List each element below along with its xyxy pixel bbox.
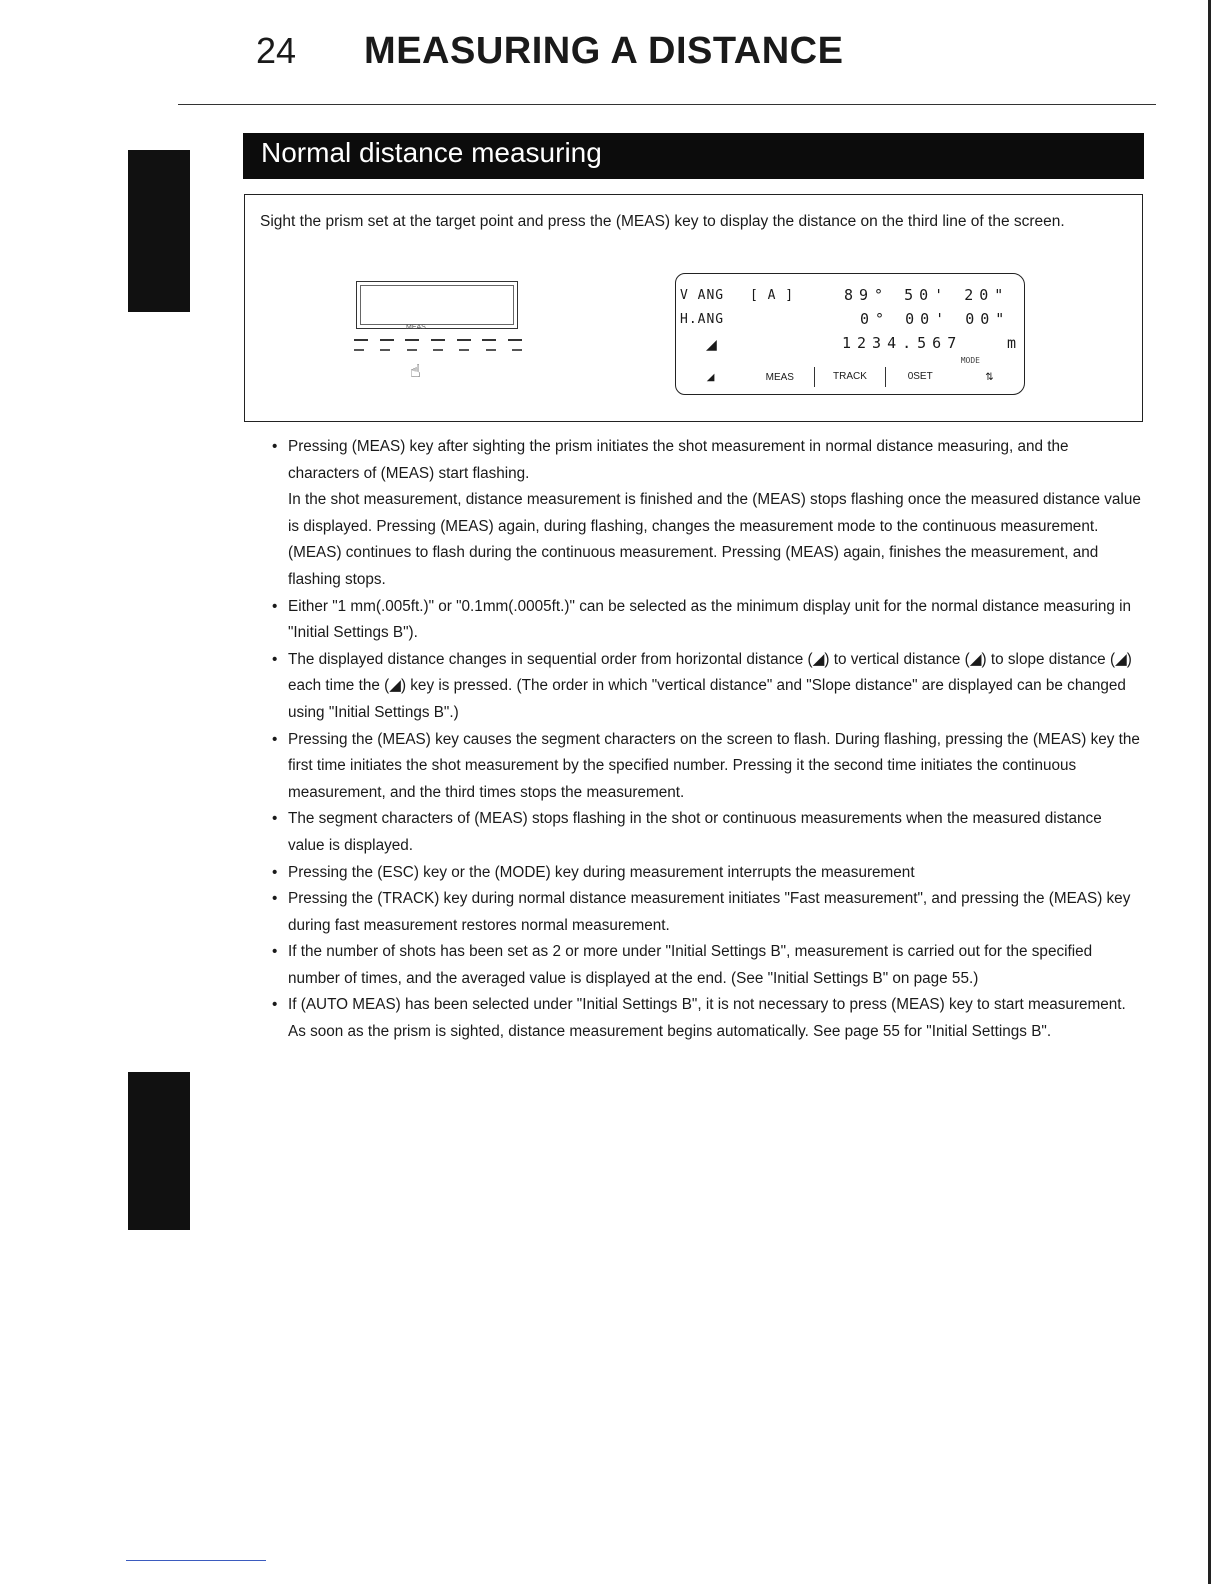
side-thumb-tab-top <box>128 150 190 312</box>
screen-mode-bracket: [ A ] <box>750 288 795 303</box>
softkey-track: TRACK <box>814 367 884 387</box>
bullet-item <box>270 594 1142 647</box>
keyboard-key <box>380 333 394 341</box>
screen-v-angle-label: V ANG <box>680 288 725 303</box>
bullet-item <box>270 860 1142 887</box>
bullet-paragraph: Pressing the (MEAS) key causes the segment characters on the screen to flash. During flashing, pressing the (MEAS) key the first time initiates the shot measurement by the specified number. Pressing it the second time initiates the continuous measurement, and the third times stops the measurement. <box>288 730 1140 801</box>
page-right-border <box>1208 0 1211 1584</box>
bullet-paragraph: The segment characters of (MEAS) stops flashing in the shot or continuous measurements when the measured distance value is displayed. <box>288 810 1102 854</box>
footer-rule <box>126 1560 266 1561</box>
screen-h-angle-value: 0° 00' 00" <box>860 310 1011 328</box>
keyboard-display-frame <box>356 281 518 329</box>
screen-v-angle-value: 89° 50' 20" <box>844 286 1010 304</box>
bullet-item <box>270 806 1142 859</box>
bullet-mark: • <box>272 650 278 668</box>
keyboard-key <box>405 333 419 341</box>
bullet-paragraph: Either "1 mm(.005ft.)" or "0.1mm(.0005ft.)" can be selected as the minimum display unit for the normal distance measuring in "Initial Settings B"). <box>288 597 1132 642</box>
softkey-meas: MEAS <box>765 371 794 383</box>
bullet-list <box>270 434 1142 1046</box>
header-divider <box>178 104 1156 105</box>
bullet-paragraph: If (AUTO MEAS) has been selected under "Initial Settings B", it is not necessary to press (MEAS) key to start measurement. As soon as the prism is sighted, distance measurement begins automatically. See page 55 for "Initial Settings B". <box>288 996 1126 1041</box>
bullet-mark: • <box>272 597 278 615</box>
keyboard-key <box>407 345 417 351</box>
keyboard-key <box>457 333 471 341</box>
horizontal-distance-icon: ◢ <box>706 334 718 355</box>
keyboard-key <box>512 345 522 351</box>
keyboard-key <box>486 345 496 351</box>
bullet-paragraph: (MEAS) continues to flash during the continuous measurement. Pressing (MEAS) again, finishes the measurement, and flashing stops. <box>288 544 1099 588</box>
screen-mode-label: MODE <box>960 356 980 365</box>
keyboard-key <box>482 333 496 341</box>
keyboard-key-row-lower <box>354 345 522 351</box>
keyboard-meas-label: MEAS <box>406 324 426 331</box>
bullet-item <box>270 886 1142 939</box>
bullet-mark: • <box>272 943 278 961</box>
keyboard-key <box>508 333 522 341</box>
page-header <box>256 30 843 86</box>
keyboard-figure <box>348 271 528 399</box>
bullet-mark: • <box>272 996 278 1014</box>
intro-text: Sight the prism set at the target point and press the (MEAS) key to display the distance on the third line of the screen. <box>260 213 1065 230</box>
keyboard-key <box>433 345 443 351</box>
bullet-mark: • <box>272 438 278 455</box>
bullet-mark: • <box>272 810 278 828</box>
page-title: MEASURING A DISTANCE <box>364 30 844 72</box>
section-title: Normal distance measuring <box>243 133 1144 179</box>
screen-distance-unit: m <box>1006 334 1016 352</box>
bullet-paragraph: Pressing the (TRACK) key during normal distance measurement initiates "Fast measurement", and pressing the (MEAS) key during fast measurement restores normal measurement. <box>288 890 1131 934</box>
bullet-paragraph: The displayed distance changes in sequential order from horizontal distance (◢) to vertical distance (◢) to slope distance (◢) each time the (◢) key is pressed. (The order in which "vertical distance" and "Slope distance" are displayed can be changed using "Initial Settings B".) <box>288 650 1132 721</box>
bullet-mark: • <box>272 890 278 908</box>
keyboard-key <box>354 333 368 341</box>
keyboard-key <box>431 333 445 341</box>
instrument-screen <box>675 273 1025 395</box>
bullet-item <box>270 647 1142 727</box>
screen-distance-value: 1234.567 <box>842 334 963 352</box>
intro-box <box>244 194 1143 422</box>
bullet-item <box>270 939 1142 992</box>
bullet-paragraph: Pressing (MEAS) key after sighting the prism initiates the shot measurement in normal distance measuring, and the characters of (MEAS) start flashing. <box>288 438 1069 482</box>
side-thumb-tab-bottom <box>128 1072 190 1230</box>
bullet-paragraph: If the number of shots has been set as 2 or more under "Initial Settings B", measurement is carried out for the specified number of times, and the averaged value is displayed at the end. (See "Initial Settings B" on page 55.) <box>288 943 1093 987</box>
softkey-distance-toggle: ◢ <box>706 371 715 383</box>
bullet-item <box>270 727 1142 807</box>
bullet-mark: • <box>272 730 278 748</box>
screen-h-angle-label: H.ANG <box>680 312 725 327</box>
softkey-0set: 0SET <box>885 367 955 387</box>
page-number: 24 <box>256 30 297 71</box>
keyboard-key-row <box>354 333 522 341</box>
bullet-item <box>270 992 1142 1045</box>
keyboard-key <box>354 345 364 351</box>
keyboard-key <box>380 345 390 351</box>
bullet-item <box>270 434 1142 594</box>
keyboard-display <box>360 285 514 325</box>
bullet-mark: • <box>272 863 278 881</box>
softkey-scroll-icon: ⇅ <box>985 371 994 383</box>
bullet-paragraph: Pressing the (ESC) key or the (MODE) key during measurement interrupts the measurement <box>288 863 915 881</box>
keyboard-key <box>459 345 469 351</box>
bullet-paragraph: In the shot measurement, distance measurement is finished and the (MEAS) stops flashing once the measured distance value is displayed. Pressing (MEAS) again, during flashing, changes the measurement mode to the continuous measurement. <box>288 491 1141 535</box>
pointing-hand-icon: ☝ <box>410 361 421 381</box>
screen-softkeys <box>676 366 1024 388</box>
